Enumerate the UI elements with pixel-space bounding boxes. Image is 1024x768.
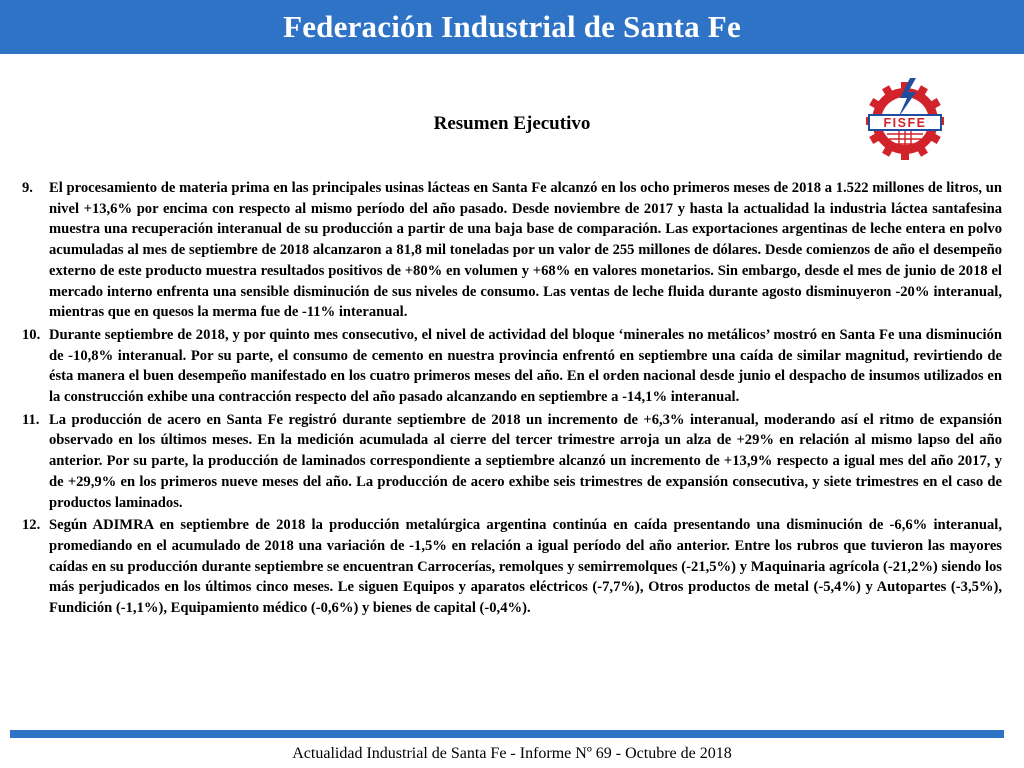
logo-text: FISFE: [883, 116, 927, 130]
list-item-12: [22, 515, 1002, 619]
header-title: Federación Industrial de Santa Fe: [283, 9, 741, 44]
list-item-9: [22, 178, 1002, 323]
section-title: Resumen Ejecutivo: [433, 113, 591, 134]
item-number: 12.: [22, 517, 41, 534]
footer-rule: [10, 730, 1004, 738]
footer-text: Actualidad Industrial de Santa Fe - Informe Nº 69 - Octubre de 2018: [292, 745, 732, 762]
item-text: Durante septiembre de 2018, y por quinto mes consecutivo, el nivel de actividad del bloque ‘minerales no metálicos’ mostró en Santa Fe una disminución de -10,8% interanual. Por su parte, el consumo de cemento en nuestra provincia enfrentó en septiembre una caída de similar magnitud, revirtiendo de ésta manera el buen desempeño manifestado en los cuatro primeros meses del año. En el orden nacional desde junio el despacho de insumos utilizados en la construcción exhibe una contracción respecto del año pasado alcanzando en septiembre a -14,1% interanual.: [49, 326, 1002, 406]
list-item-11: [22, 410, 1002, 514]
item-number: 9.: [22, 180, 33, 196]
list-item-10: [22, 325, 1002, 408]
item-text: Según ADIMRA en septiembre de 2018 la producción metalúrgica argentina continúa en caída presentando una disminución de -6,6% interanual, promediando en el acumulado de 2018 una variación de -1,5% en relación a igual período del año anterior. Entre los rubros que tuvieron las mayores caídas en su producción durante septiembre se encuentran Carrocerías, remolques y semirremolques (-21,5%) y Maquinaria agrícola (-21,2%) siendo los más perjudicados en los últimos cinco meses. Le siguen Equipos y aparatos eléctricos (-7,7%), Otros productos de metal (-5,4%) y Autopartes (-3,5%), Fundición (-1,1%), Equipamiento médico (-0,6%) y bienes de capital (-0,4%).: [49, 517, 1002, 617]
item-number: 10.: [22, 326, 41, 343]
summary-list: [22, 178, 1002, 621]
item-number: 11.: [22, 411, 40, 428]
item-text: La producción de acero en Santa Fe registró durante septiembre de 2018 un incremento de +6,3% interanual, moderando así el ritmo de expansión observado en los últimos meses. En la medición acumulada al cierre del tercer trimestre arroja un alza de +29% en relación al mismo lapso del año anterior. Por su parte, la producción de laminados correspondiente a septiembre alcanzó un incremento de +13,9% respecto a igual mes del año 2017, y de +29,9% en los primeros nueve meses del año. La producción de acero exhibe seis trimestres de expansión consecutiva, y siete trimestres en el caso de productos laminados.: [49, 411, 1002, 511]
header-bar: [0, 0, 1024, 54]
item-text: El procesamiento de materia prima en las principales usinas lácteas en Santa Fe alcanzó en los ocho primeros meses de 2018 a 1.522 millones de litros, un nivel +13,6% por encima con respecto al mismo período del año pasado. Desde noviembre de 2017 y hasta la actualidad la industria láctea santafesina muestra una recuperación interanual de su producción a partir de una baja base de comparación. Las exportaciones argentinas de leche entera en polvo acumuladas al mes de septiembre de 2018 alcanzaron a 81,8 mil toneladas por un valor de 255 millones de dólares. Desde comienzos de año el desempeño externo de este producto muestra resultados positivos de +80% en volumen y +68% en valores monetarios. Sin embargo, desde el mes de junio de 2018 el mercado interno enfrenta una sensible disminución de sus niveles de consumo. Las ventas de leche fluida durante agosto disminuyeron -20% interanual, mientras que en quesos la merma fue de -11% interanual.: [49, 180, 1002, 321]
